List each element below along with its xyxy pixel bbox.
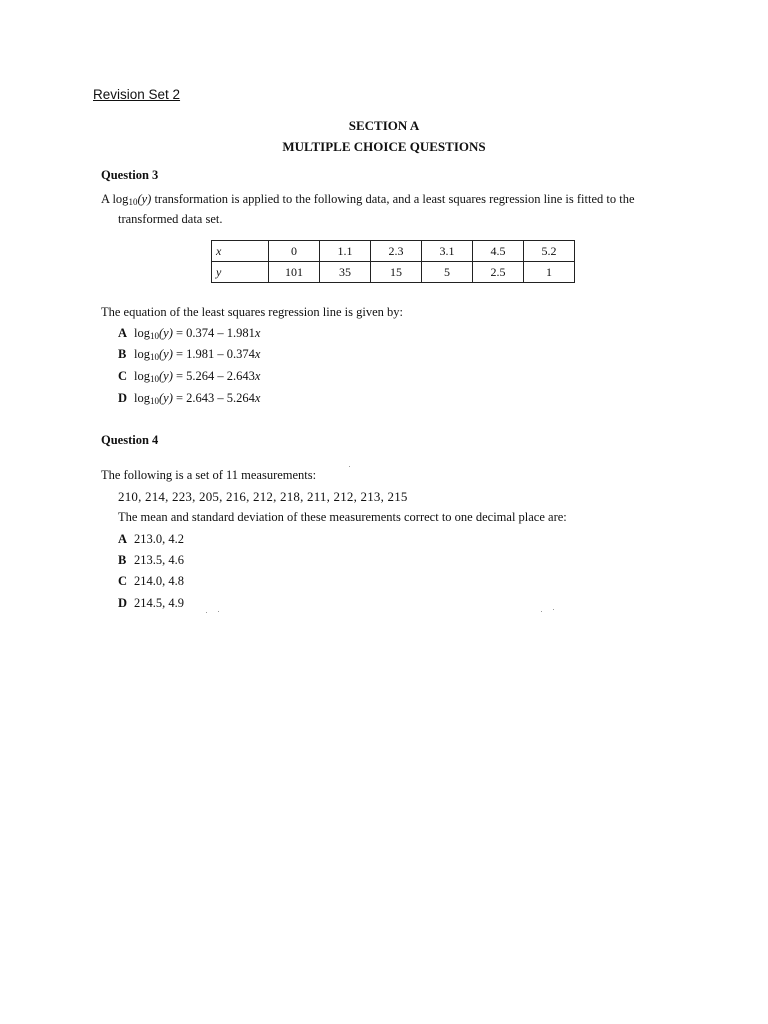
scan-speck	[553, 609, 554, 610]
option-arg: (y)	[158, 326, 173, 340]
table-x-label: x	[212, 241, 269, 262]
intro-rest: transformation is applied to the following data, and a least squares regression line is fitted to the	[151, 192, 635, 206]
table-row-y	[212, 262, 575, 283]
table-cell: 1.1	[320, 241, 371, 262]
option-var: x	[254, 326, 261, 340]
section-title: SECTION A	[348, 118, 420, 133]
option-letter: A	[118, 532, 128, 546]
question-3-intro	[101, 192, 635, 207]
question-4-heading: Question 4	[101, 433, 159, 447]
option-text: 214.0, 4.8	[134, 574, 184, 588]
option-base: 10	[149, 374, 159, 384]
option-rhs: = 1.981 – 0.374	[172, 347, 255, 361]
option-arg: (y)	[158, 347, 173, 361]
table-y-label: y	[212, 262, 269, 283]
question-3-heading: Question 3	[101, 168, 159, 182]
table-cell: 5.2	[524, 241, 575, 262]
option-letter: C	[118, 369, 128, 383]
intro-log-arg: (y)	[137, 192, 152, 206]
data-table	[211, 240, 575, 283]
option-letter: B	[118, 347, 127, 361]
option-base: 10	[149, 331, 159, 341]
scan-speck	[541, 611, 542, 612]
question-3-prompt: The equation of the least squares regression line is given by:	[101, 305, 404, 319]
table-cell: 2.3	[371, 241, 422, 262]
question-3-option-a[interactable]	[118, 326, 260, 341]
option-var: x	[254, 369, 261, 383]
question-3-option-d[interactable]	[118, 391, 260, 406]
scan-speck	[206, 612, 207, 613]
option-letter: D	[118, 391, 128, 405]
option-rhs: = 0.374 – 1.981	[172, 326, 255, 340]
question-4-intro: The following is a set of 11 measurements:	[101, 468, 317, 482]
option-text: 213.0, 4.2	[134, 532, 184, 546]
scan-speck	[349, 466, 350, 467]
intro-log: A log	[101, 192, 129, 206]
option-arg: (y)	[158, 391, 173, 405]
option-arg: (y)	[158, 369, 173, 383]
option-base: 10	[149, 396, 159, 406]
option-fn: log	[134, 391, 150, 405]
question-4-option-d[interactable]	[118, 596, 184, 611]
option-text: 213.5, 4.6	[134, 553, 184, 567]
option-fn: log	[134, 347, 150, 361]
section-subtitle: MULTIPLE CHOICE QUESTIONS	[282, 139, 486, 154]
option-letter: D	[118, 596, 128, 610]
table-cell: 101	[269, 262, 320, 283]
scan-speck	[218, 611, 219, 612]
table-cell: 5	[422, 262, 473, 283]
question-4-measurements: 210, 214, 223, 205, 216, 212, 218, 211, 212, 213, 215	[118, 489, 408, 504]
table-cell: 4.5	[473, 241, 524, 262]
question-4-prompt: The mean and standard deviation of these measurements correct to one decimal place are:	[118, 510, 567, 524]
option-var: x	[254, 391, 261, 405]
question-3-option-c[interactable]	[118, 369, 260, 384]
option-var: x	[254, 347, 261, 361]
question-4-option-b[interactable]	[118, 553, 184, 568]
option-base: 10	[149, 352, 159, 362]
table-cell: 1	[524, 262, 575, 283]
table-cell: 3.1	[422, 241, 473, 262]
table-row-x	[212, 241, 575, 262]
revision-set-title: Revision Set 2	[93, 87, 181, 102]
option-fn: log	[134, 326, 150, 340]
option-letter: A	[118, 326, 128, 340]
option-letter: C	[118, 574, 128, 588]
question-3-option-b[interactable]	[118, 347, 260, 362]
option-rhs: = 5.264 – 2.643	[172, 369, 255, 383]
intro-log-base: 10	[128, 197, 138, 207]
table-cell: 2.5	[473, 262, 524, 283]
option-rhs: = 2.643 – 5.264	[172, 391, 255, 405]
option-letter: B	[118, 553, 127, 567]
question-4-option-a[interactable]	[118, 532, 184, 547]
option-fn: log	[134, 369, 150, 383]
table-cell: 0	[269, 241, 320, 262]
question-3-intro-line2: transformed data set.	[118, 212, 223, 226]
option-text: 214.5, 4.9	[134, 596, 184, 610]
question-4-option-c[interactable]	[118, 574, 184, 589]
table-cell: 15	[371, 262, 422, 283]
table-cell: 35	[320, 262, 371, 283]
